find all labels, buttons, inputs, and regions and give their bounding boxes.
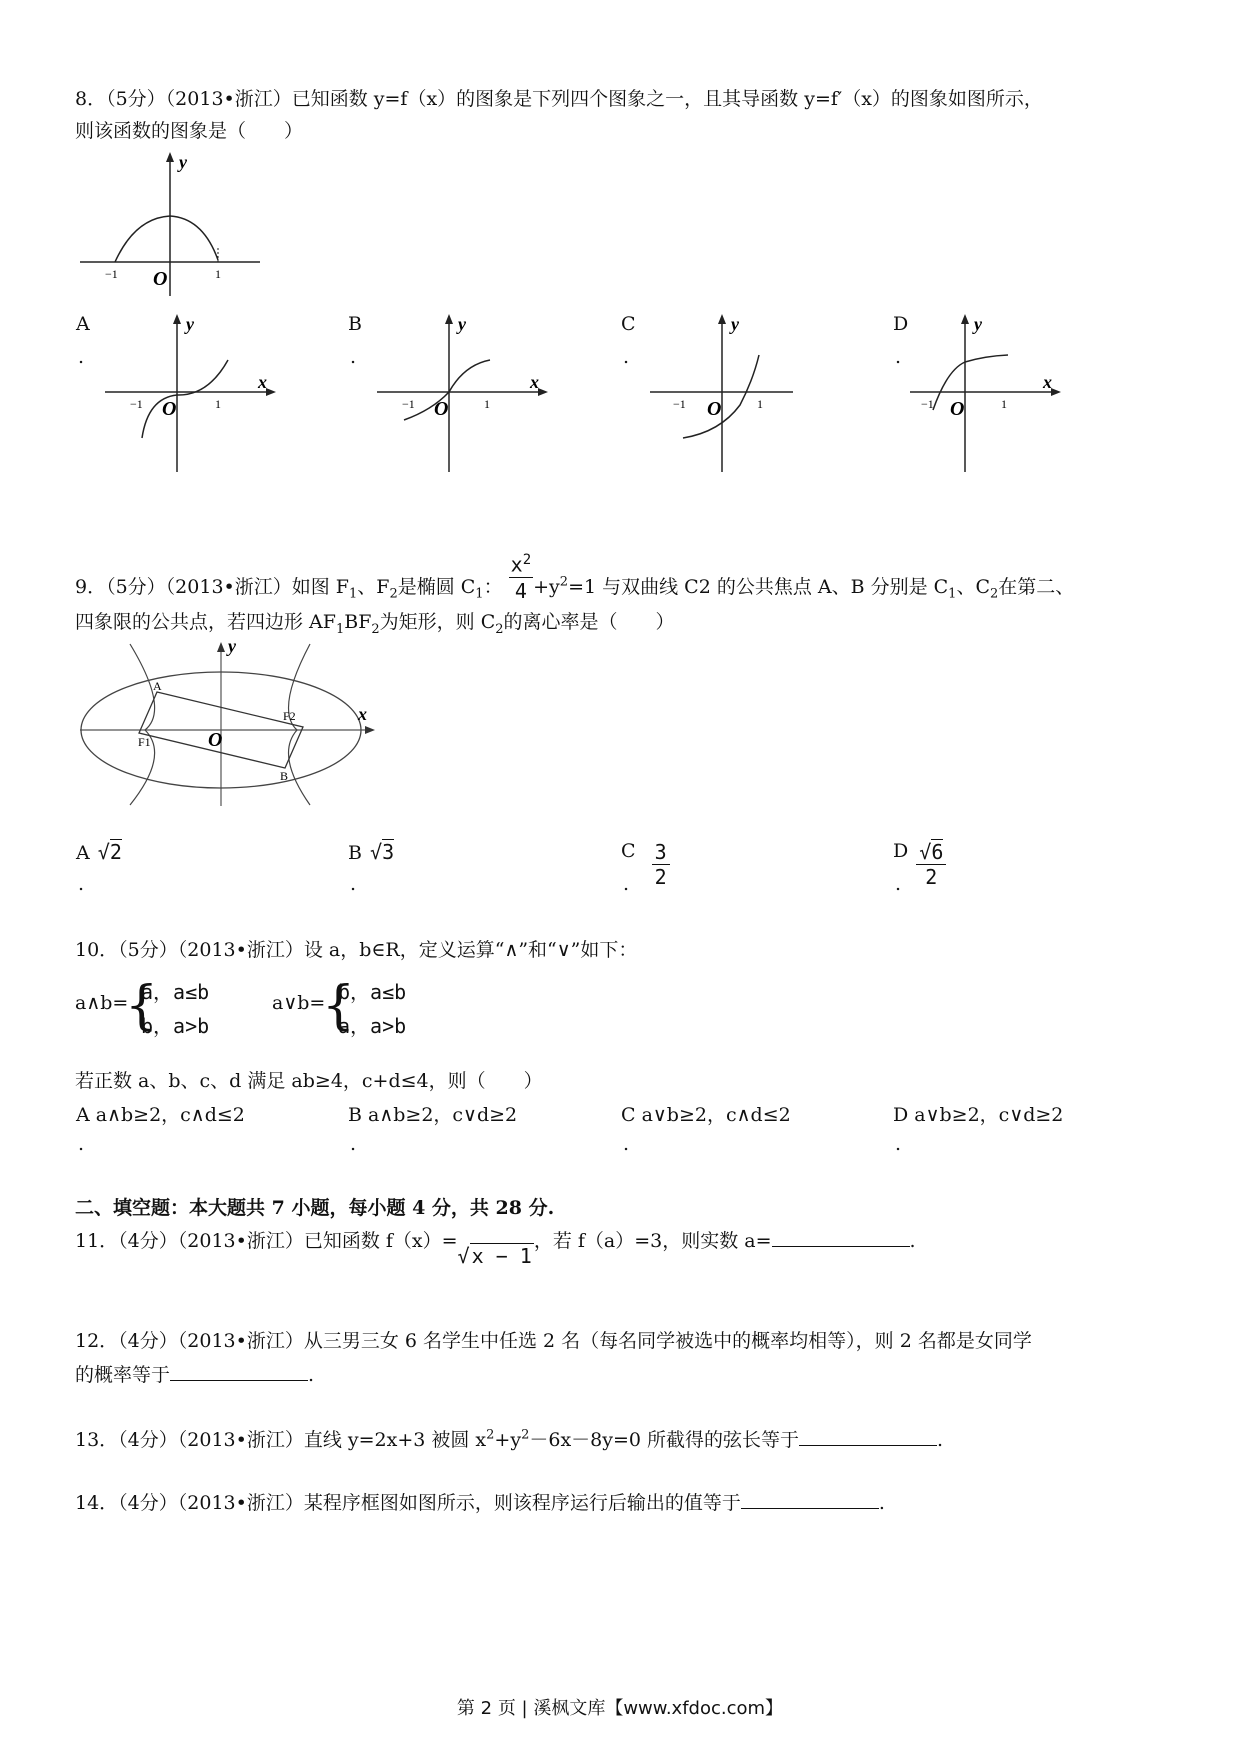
q10-condition: 若正数 a、b、c、d 满足 ab≥4，c+d≤4，则（ ）	[75, 1070, 543, 1092]
q8-option-d-letter[interactable]: D	[893, 313, 909, 335]
q9-focus-f1-label: F1	[138, 735, 151, 749]
q8-c-origin-label: O	[707, 398, 722, 420]
q8-b-origin-label: O	[434, 398, 449, 420]
q8-option-c-letter[interactable]: C	[621, 313, 636, 335]
q8-option-b-letter[interactable]: B	[348, 313, 362, 335]
q8-d-origin-label: O	[950, 398, 965, 420]
q10-stem-line1: 10．（5分）（2013•浙江）设 a，b∈R，定义运算“∧”和“∨”如下：	[75, 939, 638, 961]
q9-y-label: y	[228, 640, 236, 656]
q8-c-y-label: y	[731, 314, 739, 334]
section2-heading: 二、填空题：本大题共 7 小题，每小题 4 分，共 28 分.	[75, 1197, 555, 1219]
q8-a-one-label: 1	[215, 397, 221, 411]
q8-option-b-graph[interactable]	[372, 310, 552, 475]
q12-stem-line2: 的概率等于 .	[75, 1364, 315, 1386]
q8-d-one-label: 1	[1001, 397, 1007, 411]
q9-fraction: $\frac{x^2}{4}$	[509, 548, 533, 604]
q11-radical: √ x − 1	[457, 1244, 532, 1268]
q8-a-origin-label: O	[162, 398, 177, 420]
q10-option-d-dot: .	[895, 1133, 902, 1155]
q8-d-neg1-label: −1	[921, 397, 934, 411]
q11-stem: 11．（4分）（2013•浙江）已知函数 f（x）=√ x − 1，若 f（a）=3，则实数 a= .	[75, 1230, 916, 1268]
q8-b-x-label: x	[530, 372, 539, 392]
q9-stem-line1: 9．（5分）（2013•浙江）如图 $F_1$、$F_2$是椭圆 $C_1$： $\frac{x^2}{4}$ $+y^2=1$ 与双曲线 C2 的公共焦点 A、B 分别是 $C_1$、$C_2$在第二、	[75, 560, 1074, 616]
q9-option-c-dot: .	[623, 873, 630, 895]
q9-option-d-dot: .	[895, 873, 902, 895]
q9-point-b-label: B	[280, 769, 289, 783]
q9-x-label: x	[358, 704, 367, 724]
q8-derivative-graph	[75, 148, 265, 298]
q8-option-b-dot: .	[350, 346, 357, 368]
q9-origin-label: O	[208, 729, 223, 751]
q9-option-a-dot: .	[78, 873, 85, 895]
q13-answer-blank[interactable]	[799, 1427, 937, 1446]
q8-derivative-origin-label: O	[153, 268, 168, 290]
q10-option-a[interactable]: A a∧b≥2，c∧d≤2	[76, 1104, 245, 1126]
q10-option-c[interactable]: C a∨b≥2，c∧d≤2	[621, 1104, 791, 1126]
q8-b-neg1-label: −1	[402, 397, 415, 411]
q8-option-c-graph[interactable]	[645, 310, 825, 475]
q12-answer-blank[interactable]	[170, 1362, 308, 1381]
q8-a-neg1-label: −1	[130, 397, 143, 411]
q8-derivative-y-label: y	[179, 152, 187, 172]
q8-c-neg1-label: −1	[673, 397, 686, 411]
q8-option-a-dot: .	[78, 346, 85, 368]
q8-b-one-label: 1	[484, 397, 490, 411]
q8-option-d-dot: .	[895, 346, 902, 368]
q9-option-b[interactable]: B √3	[348, 840, 395, 864]
q8-d-y-label: y	[974, 314, 982, 334]
q9-point-a-label: A	[153, 679, 162, 693]
q8-c-one-label: 1	[757, 397, 763, 411]
q8-a-x-label: x	[258, 372, 267, 392]
q8-derivative-one-label: 1	[215, 267, 221, 281]
q8-option-c-dot: .	[623, 346, 630, 368]
q13-stem: 13．（4分）（2013•浙江）直线 y=2x+3 被圆 $x^2+y^2-6x-8y=0$ 所截得的弦长等于 .	[75, 1427, 944, 1451]
q8-a-y-label: y	[186, 314, 194, 334]
q8-stem-line1: 8．（5分）（2013•浙江）已知函数 y=f（x）的图象是下列四个图象之一，且其导函数 y=f′（x）的图象如图所示，	[75, 88, 1043, 110]
q10-option-d[interactable]: D a∨b≥2，c∨d≥2	[893, 1104, 1064, 1126]
q9-focus-f2-label: F2	[283, 709, 296, 723]
q9-option-c[interactable]: C $\frac{3}{2}$	[621, 840, 670, 889]
q10-option-b-dot: .	[350, 1133, 357, 1155]
q9-option-b-dot: .	[350, 873, 357, 895]
q10-option-b[interactable]: B a∧b≥2，c∨d≥2	[348, 1104, 518, 1126]
q10-option-c-dot: .	[623, 1133, 630, 1155]
q12-stem-line1: 12．（4分）（2013•浙江）从三男三女 6 名学生中任选 2 名（每名同学被选中的概率均相等），则 2 名都是女同学	[75, 1330, 1032, 1352]
page-footer: 第 2 页 | 溪枫文库【www.xfdoc.com】	[456, 1698, 784, 1719]
q14-answer-blank[interactable]	[741, 1490, 879, 1509]
q11-answer-blank[interactable]	[772, 1228, 910, 1247]
q8-option-d-graph[interactable]	[905, 310, 1075, 475]
q9-stem-line2: 四象限的公共点，若四边形 $AF_1BF_2$为矩形，则 $C_2$的离心率是（ ）	[75, 611, 675, 637]
q8-option-a-graph[interactable]	[100, 310, 280, 475]
q9-ellipse-figure	[75, 640, 385, 810]
q14-stem: 14．（4分）（2013•浙江）某程序框图如图所示，则该程序运行后输出的值等于 .	[75, 1492, 885, 1514]
q8-stem-line2: 则该函数的图象是（ ）	[75, 120, 304, 142]
q8-option-a-letter[interactable]: A	[76, 313, 90, 335]
q9-option-d[interactable]: D $\frac{√6}{2}$	[893, 840, 946, 889]
q8-b-y-label: y	[458, 314, 466, 334]
q10-option-a-dot: .	[78, 1133, 85, 1155]
q8-derivative-neg1-label: −1	[105, 267, 118, 281]
q8-d-x-label: x	[1043, 372, 1052, 392]
q9-option-a[interactable]: A √2	[76, 840, 122, 864]
